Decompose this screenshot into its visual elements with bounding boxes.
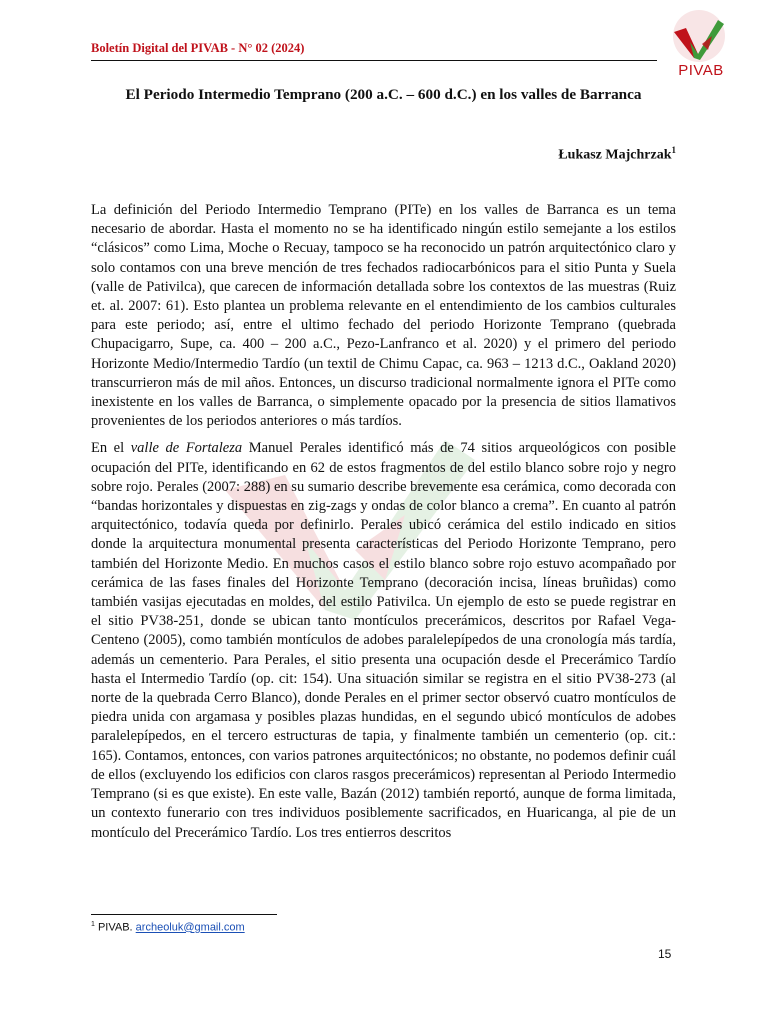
paragraph-2-italic: valle de Fortaleza [130,440,243,457]
author-name-text: Łukasz Majchrzak [558,147,672,163]
paragraph-2-intro: En el [91,440,131,457]
bulletin-header: Boletín Digital del PIVAB - N° 02 (2024) [91,41,305,55]
body-paragraph-2 [91,439,676,842]
header-divider [91,60,657,61]
article-title: El Periodo Intermedio Temprano (200 a.C. – 600 d.C.) en los valles de Barranca [125,86,642,103]
page-number: 15 [658,947,672,961]
author-footnote-marker: 1 [671,145,676,155]
footnote [91,921,245,934]
footnote-divider [91,914,277,915]
body-paragraph-1: La definición del Periodo Intermedio Temprano (PITe) en los valles de Barranca es un tema necesario de abordar. Hasta el momento no se ha identificado ningún estilo semejante a los estilos “clásicos” como Lima, Moche o Recuay, tampoco se ha reconocido un patrón arquitectónico claro y solo contamos con una breve mención de tres fechados radiocarbónicos para el sitio Punta y Suela (valle de Pativilca), que carecen de información detallada sobre los contextos de las muestras (Ruiz et. al. 2007: 61). Esto plantea un problema relevante en el entendimiento de los cambios culturales para este periodo; así, entre el ultimo fechado del periodo Horizonte Temprano (quebrada Chupacigarro, Supe, ca. 400 – 200 a.C., Pezo-Lanfranco et al. 2020) y el primero del periodo Horizonte Medio/Intermedio Tardío (un textil de Chimu Capac, ca. 963 – 1213 d.C., Oakland 2020) transcurrieron más de mil años. Entonces, un discurso tradicional normalmente ignora el PITe como inexistente en los valles de Barranca, o simplemente opacado por la presencia de sitios llamativos provenientes de los periodos anteriores o más tardíos. [91,202,676,430]
footnote-marker: 1 [91,921,95,928]
article-body [91,201,676,851]
logo-wordmark: PIVAB [678,62,724,79]
paragraph-2-rest: Manuel Perales identificó más de 74 sitios arqueológicos con posible ocupación del PITe, identificando en 62 de estos fragmentos de del estilo blanco sobre rojo y negro sobre rojo. Perales (2007: 288) en su sumario describe brevemente esa cerámica, como decorada con “bandas horizontales y dispuestas en zig-zags y ondas de color blanco a crema”. En cuanto al patrón arquitectónico, todavía queda por definirlo. Perales ubicó cerámica del estilo indicado en sitios donde la arquitectura monumental presenta características del Periodo Horizonte Temprano, pero también del Horizonte Medio. En muchos casos el estilo blanco sobre rojo estuvo acompañado por cerámica de las fases finales del Horizonte Temprano (decoración incisa, líneas bruñidas) como también vasijas ejecutadas en moldes, del estilo Pativilca. Un ejemplo de esto se puede registrar en el sitio PV38-251, donde se ubican tanto montículos precerámicos, descritos por Rafael Vega-Centeno (2005), como también montículos de adobes paralelepípedos de una cronología más tardía, además un cementerio. Para Perales, el sitio presenta una ocupación desde el Precerámico Tardío hasta el Intermedio Tardío (op. cit: 154). Una situación similar se registra en el sitio PV38-273 (al norte de la quebrada Cerro Blanco), donde Perales en el primer sector observó cuatro montículos de piedra unida con argamasa y posibles plazas hundidas, en el segundo ubicó montículos de adobes paralelepípedos, en el tercero estructuras de tapia, y finalmente también un cementerio (op. cit.: 165). Contamos, entonces, con varios patrones arquitectónicos; no obstante, no podemos definir cuál de ellos (excluyendo los edificios con claros rasgos precerámicos) representan al Periodo Intermedio Temprano (si es que existe). En este valle, Bazán (2012) también reportó, aunque de forma limitada, un contexto funerario con tres individuos posiblemente sacrificados, en Huaricanga, al pie de un montículo del Precerámico Tardío. Los tres entierros descritos [91,440,676,841]
footnote-text: PIVAB. [94,921,136,934]
author-name [558,145,676,164]
footnote-email-link[interactable]: archeoluk@gmail.com [135,921,245,934]
